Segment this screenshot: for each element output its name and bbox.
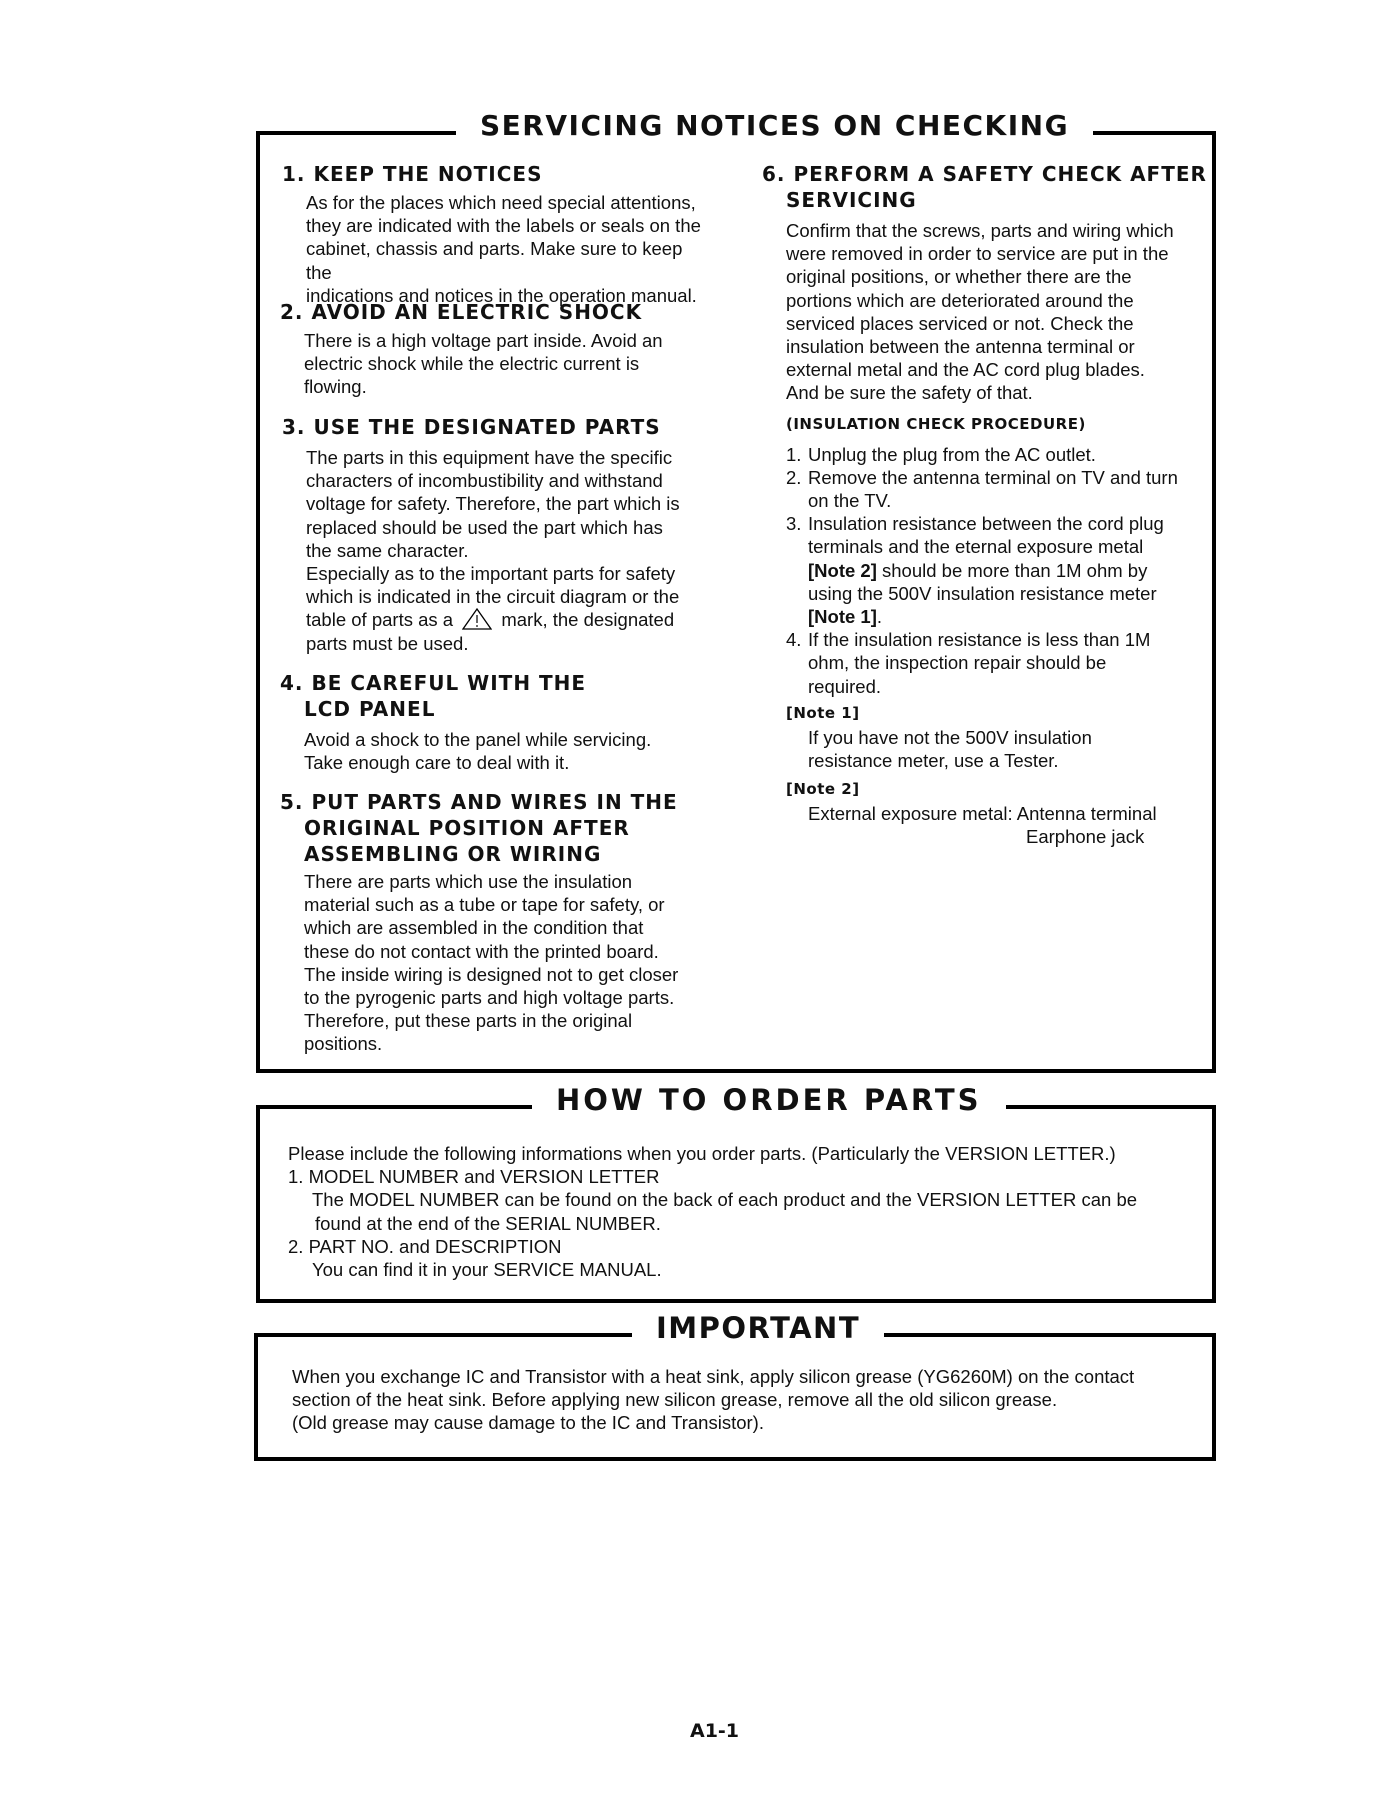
section-heading: 1. KEEP THE NOTICES [282, 162, 543, 186]
note1-label: [Note 1] [786, 703, 860, 722]
text-line: Especially as to the important parts for safety [306, 563, 676, 585]
text-line: Earphone jack [1026, 826, 1145, 848]
step-text: required. [808, 675, 882, 697]
note-reference: [Note 2] [808, 559, 877, 581]
text-line: There is a high voltage part inside. Avoid an [304, 330, 663, 351]
procedure-step [786, 512, 1212, 628]
section-heading: 2. AVOID AN ELECTRIC SHOCK [280, 300, 643, 324]
text-line: material such as a tube or tape for safety, or [304, 894, 665, 916]
step-text [808, 605, 1212, 628]
text-line: they are indicated with the labels or seals on the [306, 215, 701, 237]
note1-text [786, 726, 1212, 772]
step-number: 3. [786, 513, 802, 535]
text-line: Therefore, put these parts in the original [304, 1010, 633, 1032]
procedure-steps [786, 443, 1212, 698]
note2-text [786, 802, 1212, 848]
section-lcd-panel [280, 670, 720, 774]
note-reference: [Note 1] [808, 606, 877, 628]
step-text: Remove the antenna terminal on TV and turn [808, 466, 1178, 488]
order-item-label: 1. MODEL NUMBER and VERSION LETTER [288, 1166, 660, 1188]
step-text: using the 500V insulation resistance meter [808, 582, 1157, 604]
order-parts-body [288, 1142, 1188, 1281]
step-text [808, 559, 1212, 582]
text-line: external metal and the AC cord plug blades. [786, 359, 1145, 381]
text-line: As for the places which need special attentions, [306, 192, 696, 213]
text-line: section of the heat sink. Before applying new silicon grease, remove all the old silicon grease. [292, 1389, 1058, 1411]
text-line: serviced places serviced or not. Check the [786, 312, 1134, 334]
section-heading [762, 161, 1212, 213]
heading-line: LCD PANEL [304, 697, 436, 721]
text-line: The parts in this equipment have the specific [306, 447, 673, 468]
section-body [282, 446, 722, 655]
text-fragment: mark, the designated [501, 609, 675, 631]
text-line: original positions, or whether there are the [786, 266, 1132, 288]
text-line: were removed in order to service are put in the [786, 243, 1169, 265]
procedure-heading: (INSULATION CHECK PROCEDURE) [786, 414, 1086, 433]
text-line: When you exchange IC and Transistor with a heat sink, apply silicon grease (YG6260M) on the contact [292, 1366, 1135, 1387]
text-line: insulation between the antenna terminal or [786, 336, 1135, 358]
text-line: these do not contact with the printed board. [304, 940, 659, 962]
order-intro: Please include the following informations when you order parts. (Particularly the VERSION LETTER.) [288, 1143, 1116, 1164]
section-safety-check [762, 161, 1212, 849]
order-item-label: 2. PART NO. and DESCRIPTION [288, 1235, 562, 1257]
step-number: 1. [786, 443, 802, 465]
section-original-position [280, 789, 720, 1056]
warning-triangle-icon [462, 608, 492, 630]
text-line: parts must be used. [306, 632, 469, 654]
heading-line: 5. PUT PARTS AND WIRES IN THE [280, 790, 678, 814]
section-body [280, 329, 710, 399]
note2-label: [Note 2] [786, 780, 860, 799]
text-line: indications and notices in the operation manual. [306, 284, 697, 306]
section-keep-notices [282, 161, 712, 307]
text-line: positions. [304, 1033, 383, 1055]
text-line [306, 608, 722, 631]
order-parts-title: HOW TO ORDER PARTS [532, 1083, 1006, 1117]
order-parts-box [256, 1083, 1216, 1303]
section-electric-shock [280, 299, 710, 399]
text-line: There are parts which use the insulation [304, 871, 633, 892]
procedure-step [786, 466, 1212, 512]
important-body [292, 1365, 1192, 1435]
text-line: portions which are deteriorated around the [786, 289, 1134, 311]
text-line: (Old grease may cause damage to the IC and Transistor). [292, 1412, 764, 1434]
important-title: IMPORTANT [632, 1311, 884, 1345]
text-line: the same character. [306, 539, 469, 561]
text-line: which are assembled in the condition that [304, 917, 644, 939]
text-line: replaced should be used the part which has [306, 516, 663, 538]
step-text: Insulation resistance between the cord plug [808, 513, 1164, 535]
step-number: 4. [786, 629, 802, 651]
text-line: flowing. [304, 376, 367, 398]
section-heading: 3. USE THE DESIGNATED PARTS [282, 415, 661, 439]
step-text: terminals and the eternal exposure metal [808, 536, 1144, 558]
heading-line: SERVICING [786, 188, 917, 212]
section-body [280, 870, 720, 1056]
text-line: Avoid a shock to the panel while servicing. [304, 729, 652, 750]
text-line: You can find it in your SERVICE MANUAL. [312, 1259, 662, 1281]
text-line: characters of incombustibility and withstand [306, 470, 663, 492]
step-text: on the TV. [808, 490, 892, 512]
servicing-notices-title: SERVICING NOTICES ON CHECKING [456, 109, 1093, 142]
servicing-notices-box [256, 109, 1216, 1073]
section-heading [280, 789, 720, 867]
section-heading [280, 670, 720, 722]
heading-line: ASSEMBLING OR WIRING [304, 842, 602, 866]
text-line: found at the end of the SERIAL NUMBER. [315, 1212, 661, 1234]
step-number: 2. [786, 466, 802, 488]
text-line: If you have not the 500V insulation [808, 726, 1092, 748]
text-line: cabinet, chassis and parts. Make sure to keep the [306, 238, 683, 283]
section-designated-parts [282, 414, 722, 655]
text-line: The inside wiring is designed not to get closer [304, 963, 679, 985]
text-line: which is indicated in the circuit diagram or the [306, 586, 680, 608]
text-fragment: should be more than 1M ohm by [876, 559, 1148, 581]
text-line: Confirm that the screws, parts and wiring which [786, 220, 1174, 241]
heading-line: 6. PERFORM A SAFETY CHECK AFTER [762, 162, 1207, 186]
text-line: And be sure the safety of that. [786, 382, 1033, 404]
heading-line: 4. BE CAREFUL WITH THE [280, 671, 587, 695]
text-line: External exposure metal: Antenna terminal [808, 803, 1157, 825]
section-body [282, 191, 712, 307]
text-line: Take enough care to deal with it. [304, 752, 570, 774]
page-number: A1-1 [690, 1720, 740, 1742]
text-line: voltage for safety. Therefore, the part which is [306, 493, 680, 515]
text-line: resistance meter, use a Tester. [808, 750, 1059, 772]
step-text: Unplug the plug from the AC outlet. [808, 443, 1096, 465]
procedure-step [786, 628, 1212, 698]
step-text: ohm, the inspection repair should be [808, 652, 1107, 674]
text-fragment: . [876, 606, 883, 628]
text-line: electric shock while the electric current is [304, 353, 640, 375]
step-text: If the insulation resistance is less than 1M [808, 629, 1151, 651]
important-box [254, 1311, 1216, 1461]
insulation-check-procedure [762, 413, 1212, 849]
text-line: The MODEL NUMBER can be found on the back of each product and the VERSION LETTER can be [312, 1189, 1138, 1211]
section-body [280, 728, 720, 774]
text-line: to the pyrogenic parts and high voltage parts. [304, 987, 675, 1009]
heading-line: ORIGINAL POSITION AFTER [304, 816, 630, 840]
procedure-step [786, 443, 1212, 466]
text-fragment: table of parts as a [306, 609, 454, 631]
section-body [762, 219, 1212, 405]
